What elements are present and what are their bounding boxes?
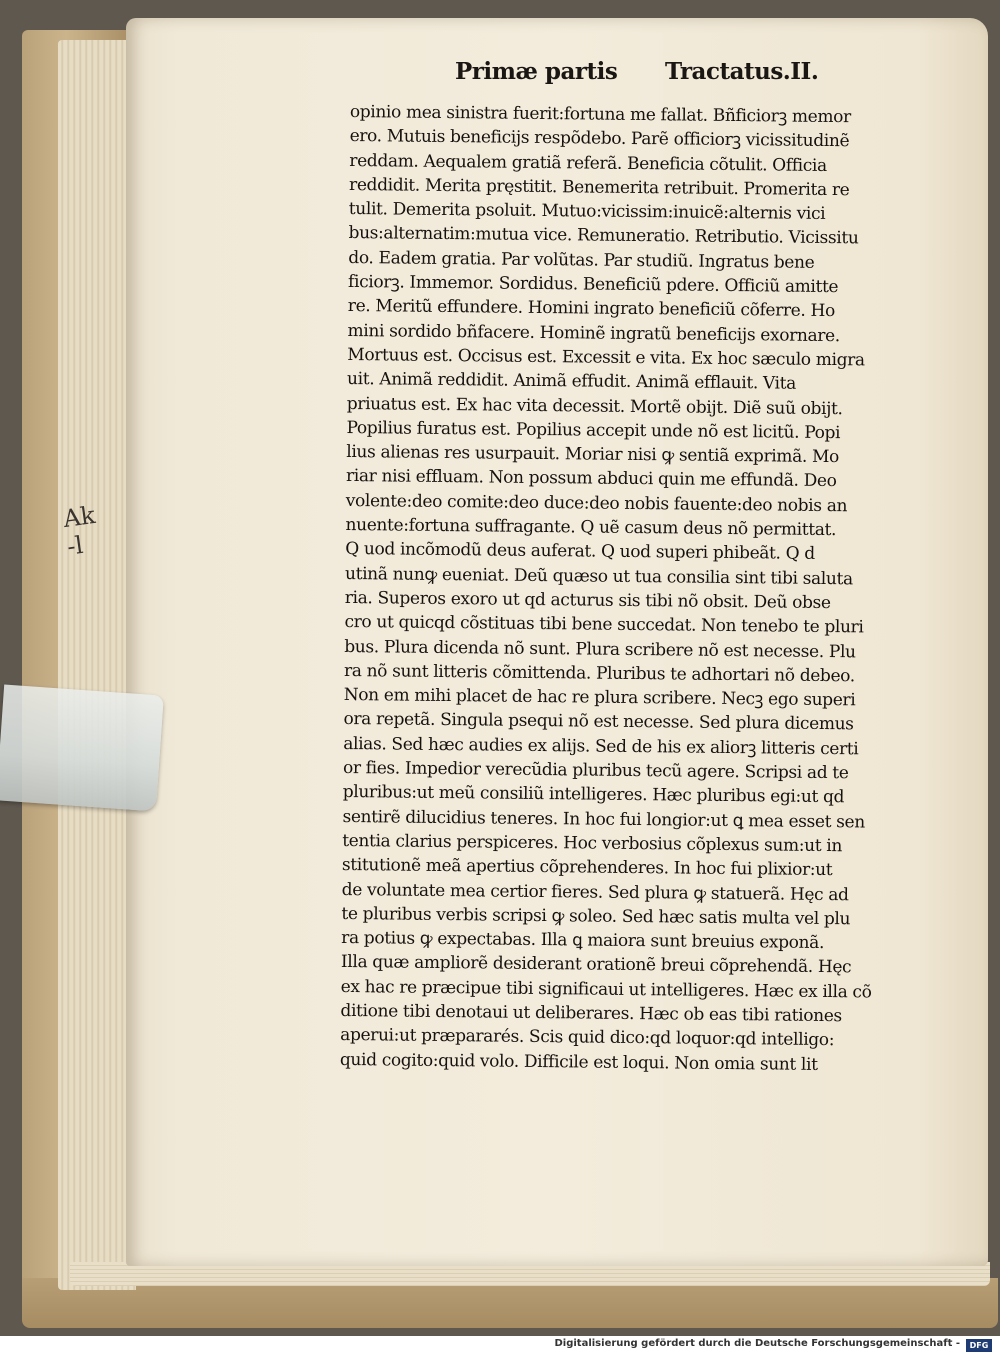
text-line: Non em mihi placet de hac re plura scribere. Necꝫ ego superi bbox=[343, 685, 856, 711]
text-line: Mortuus est. Occisus est. Excessit e vita. Ex hoc sæculo migra bbox=[347, 344, 865, 371]
text-line: ra potius ꝙ expectabas. Illa ꝗ maiora sunt breuius exponã. bbox=[341, 928, 825, 954]
text-line: ora repetã. Singula psequi nõ est necesse. Sed plura dicemus bbox=[343, 709, 854, 735]
text-line: ditione tibi denotaui ut deliberares. Hæc ob eas tibi rationes bbox=[340, 1000, 842, 1027]
running-head-right: Tractatus.II. bbox=[665, 58, 819, 85]
text-line: utinã nunꝙ eueniat. Deũ quæso ut tua consilia sint tibi saluta bbox=[344, 563, 853, 589]
text-line: reddidit. Merita pręstitit. Benemerita retribuit. Promerita re bbox=[349, 174, 850, 201]
margin-note-line: Ak bbox=[61, 500, 97, 534]
text-line: ero. Mutuis beneficijs respõdebo. Parẽ officiorꝫ vicissitudinẽ bbox=[349, 126, 850, 152]
credit-text: Digitalisierung gefördert durch die Deutsche Forschungsgemeinschaft - bbox=[554, 1338, 960, 1349]
text-line: ria. Superos exoro ut qd acturus sis tibi nõ obsit. Deũ obse bbox=[344, 587, 831, 613]
text-line: reddam. Aequalem gratiã referã. Beneficia cõtulit. Officia bbox=[349, 150, 827, 176]
text-line: de voluntate mea certior fieres. Sed plura ꝙ statuerã. Hęc ad bbox=[341, 879, 849, 905]
text-line: or fies. Impedior verecũdia pluribus tecũ agere. Scripsi ad te bbox=[342, 757, 849, 784]
running-head bbox=[455, 58, 835, 94]
body-text bbox=[340, 100, 922, 1078]
text-line: do. Eadem gratia. Par volũtas. Par studiũ. Ingratus bene bbox=[348, 247, 815, 273]
text-line: uit. Animã reddidit. Animã effudit. Animã efflauit. Vita bbox=[346, 369, 797, 394]
margin-note-line: -l bbox=[65, 530, 85, 561]
text-line: lius alienas res usurpauit. Moriar nisi ꝙ sentiã exprimã. Mo bbox=[346, 442, 840, 468]
text-line: alias. Sed hæc audies ex alijs. Sed de his ex aliorꝫ litteris certi bbox=[343, 733, 859, 760]
text-line: sentirẽ dilucidius teneres. In hoc fui longior:ut ꝗ mea esset sen bbox=[342, 806, 866, 833]
text-line: re. Meritũ effundere. Homini ingrato beneficiũ cõferre. Ho bbox=[347, 296, 835, 322]
text-line: riar nisi effluam. Non possum abduci quin me effundã. Deo bbox=[345, 466, 837, 492]
text-line: tulit. Demerita psoluit. Mutuo:vicissim:inuicẽ:alternis vici bbox=[348, 199, 826, 225]
handwritten-margin-note bbox=[61, 496, 144, 605]
text-line: quid cogito:quid volo. Difficile est loqui. Non omia sunt lit bbox=[339, 1049, 818, 1075]
text-line: stitutionẽ meã apertius cõprehenderes. In hoc fui plixior:ut bbox=[341, 855, 833, 881]
text-line: Illa quæ ampliorẽ desiderant orationẽ breui cõprehendã. Hęc bbox=[340, 952, 852, 978]
text-line: te pluribus verbis scripsi ꝙ soleo. Sed hæc satis multa vel plu bbox=[341, 903, 851, 930]
text-line: Q uod incõmodũ deus auferat. Q uod superi phibeãt. Q d bbox=[345, 539, 815, 565]
text-line: volente:deo comite:deo duce:deo nobis fauente:deo nobis an bbox=[345, 490, 848, 516]
text-line: ex hac re præcipue tibi significaui ut intelligeres. Hæc ex illa cõ bbox=[340, 976, 872, 1003]
text-line: mini sordido bñfacere. Hominẽ ingratũ beneficijs exornare. bbox=[347, 320, 840, 346]
text-line: pluribus:ut meũ consiliũ intelligeres. Hæc pluribus egi:ut qd bbox=[342, 782, 845, 808]
text-line: nuente:fortuna suffragante. Q uẽ casum deus nõ permittat. bbox=[345, 515, 837, 541]
text-line: opinio mea sinistra fuerit:fortuna me fallat. Bñficiorꝫ memor bbox=[349, 101, 851, 128]
page-edges-left bbox=[58, 40, 136, 1290]
dfg-logo-icon: DFG bbox=[966, 1339, 992, 1352]
text-line: Popilius furatus est. Popilius accepit unde nõ est licitũ. Popi bbox=[346, 417, 841, 444]
text-line: priuatus est. Ex hac vita decessit. Mortẽ obijt. Diẽ suũ obijt. bbox=[346, 393, 843, 419]
text-line: bus. Plura dicenda nõ sunt. Plura scribere nõ est necesse. Plu bbox=[344, 636, 856, 662]
text-line: tentia clarius perspiceres. Hoc verbosius cõplexus sum:ut in bbox=[342, 830, 843, 857]
running-head-left: Primæ partis bbox=[455, 58, 618, 85]
digitization-credit-bar bbox=[0, 1336, 1000, 1355]
text-line: ficiorꝫ. Immemor. Sordidus. Beneficiũ pdere. Officiũ amitte bbox=[347, 272, 839, 298]
text-line: cro ut quicqd cõstituas tibi bene succedat. Non tenebo te pluri bbox=[344, 612, 864, 638]
page-clamp-strip bbox=[0, 685, 164, 812]
text-line: bus:alternatim:mutua vice. Remuneratio. Retributio. Vicissitu bbox=[348, 223, 859, 249]
text-line: aperui:ut præpararés. Scis quid dico:qd loquor:qd intelligo: bbox=[340, 1025, 835, 1051]
text-line: ra nõ sunt litteris cõmittenda. Pluribus te adhortari nõ debeo. bbox=[343, 660, 855, 687]
